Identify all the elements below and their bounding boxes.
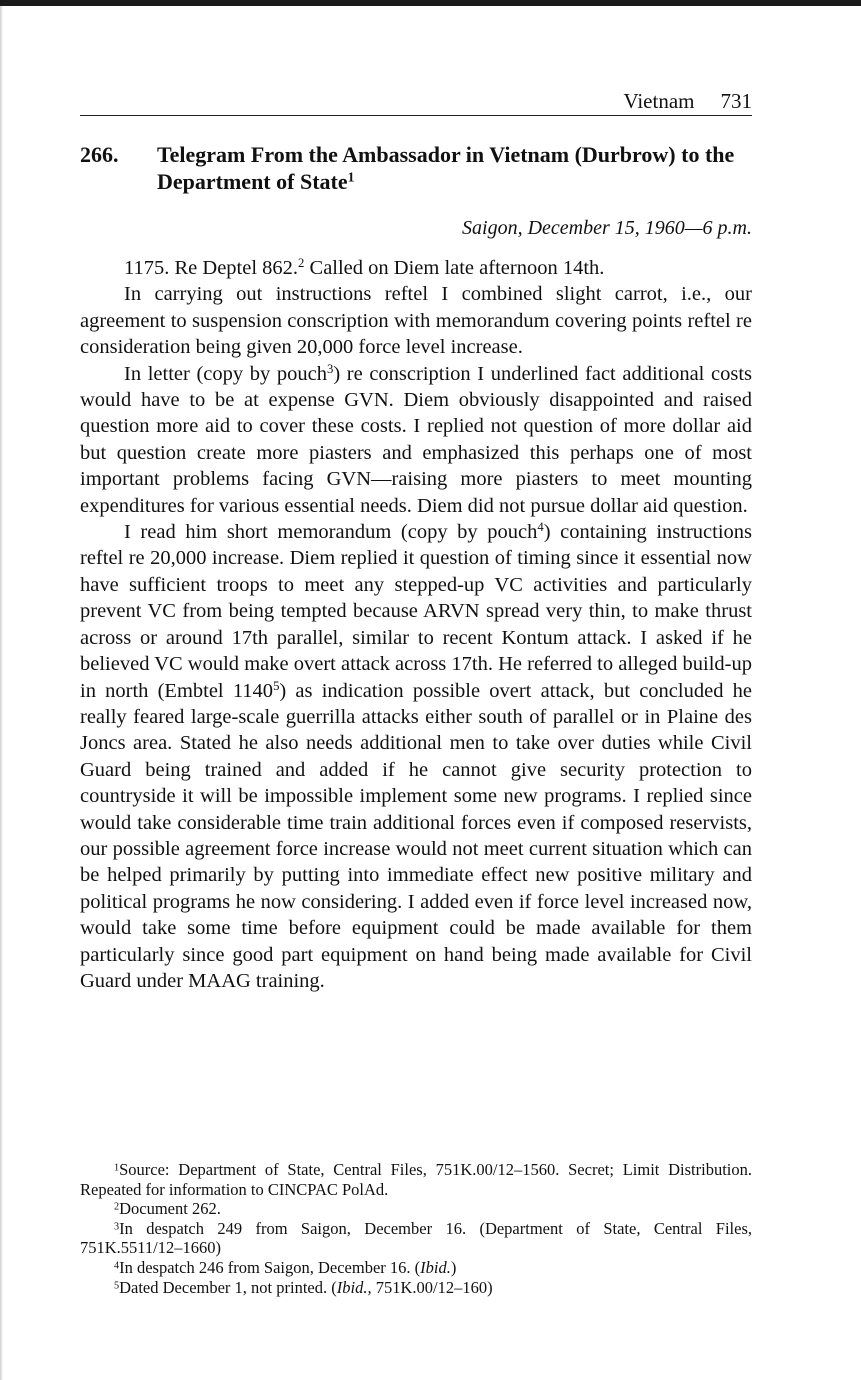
running-head-section: Vietnam xyxy=(623,89,695,113)
footnote-2-mark: 2 xyxy=(114,1201,120,1213)
title-footnote-ref[interactable]: 1 xyxy=(347,169,355,185)
footnotes xyxy=(80,1160,752,1297)
footnote-5-text-b: 751K.00/12–160) xyxy=(371,1277,493,1297)
paragraph-2: In carrying out instructions reftel I combined slight carrot, i.e., our agreement to suspension conscription with memorandum covering points reftel re consideration being given 20,000 force level increase. xyxy=(80,283,752,359)
footnote-5-mark: 5 xyxy=(114,1279,120,1291)
footnote-3-text: In despatch 249 from Saigon, December 16. (Department of State, Central Files, 751K.5511/12–1660) xyxy=(80,1218,752,1258)
paragraph-1 xyxy=(80,255,752,281)
paragraph-4 xyxy=(80,519,752,994)
footnote-2 xyxy=(80,1199,752,1219)
telegram-body xyxy=(80,255,752,994)
footnote-5 xyxy=(80,1278,752,1298)
document-title-text: Telegram From the Ambassador in Vietnam (Durbrow) to the Department of State xyxy=(157,142,735,194)
footnote-ref-2[interactable]: 2 xyxy=(298,256,305,271)
page-number: 731 xyxy=(720,89,752,113)
document-title xyxy=(157,141,757,195)
paragraph-1-text-b: Called on Diem late afternoon 14th. xyxy=(304,257,605,279)
paragraph-1-text-a: 1175. Re Deptel 862. xyxy=(124,257,299,279)
running-head xyxy=(80,88,752,114)
footnote-1-text: Source: Department of State, Central Files, 751K.00/12–1560. Secret; Limit Distribution. Repeated for information to CINCPAC PolAd. xyxy=(80,1160,752,1199)
footnote-4 xyxy=(80,1258,752,1278)
footnote-4-text-a: In despatch 246 from Saigon, December 16. ( xyxy=(119,1257,421,1277)
footnote-ref-3[interactable]: 3 xyxy=(326,361,334,376)
footnote-1 xyxy=(80,1160,752,1199)
footnote-ref-4[interactable]: 4 xyxy=(537,520,544,535)
footnote-1-mark: 1 xyxy=(114,1162,120,1174)
paragraph-3-text-a: In letter (copy by pouch xyxy=(124,362,327,385)
footnote-ref-5[interactable]: 5 xyxy=(273,678,280,693)
footnote-4-ibid: Ibid. xyxy=(420,1257,451,1277)
document-number: 266. xyxy=(80,142,119,167)
footnote-3 xyxy=(80,1219,752,1258)
footnote-5-text-a: Dated December 1, not printed. ( xyxy=(119,1277,337,1297)
paragraph-3-text-b: ) re conscription I underlined fact additional costs would have to be at expense GVN. Diem obviously disappointed and raised question more aid to cover these costs. I replied not question of more dollar aid but question create more piasters and emphasized this perhaps one of most important problems facing GVN—raising more piasters to meet mounting expenditures for various essential needs. Diem did not pursue dollar aid question. xyxy=(80,362,752,517)
paragraph-4-text-b: ) containing instructions reftel re 20,000 increase. Diem replied it question of timing since it essential now have sufficient troops to meet any stepped-up VC activities and particularly prevent VC from being tempted because ARVN spread very thin, to make thrust across or around 17th parallel, similar to recent Kontum attack. I asked if he believed VC would make overt attack across 17th. He referred to alleged build-up in north (Embtel 1140 xyxy=(80,521,752,702)
paragraph-4-text-c: ) as indication possible overt attack, but concluded he really feared large-scale guerrilla attacks either south of parallel or in Plaine des Joncs area. Stated he also needs additional men to take over duties while Civil Guard being trained and added if he cannot give security protection to countryside it will be impossible implement some new programs. I replied since would take considerable time train additional forces even if composed reservists, our possible agreement force increase would not meet current situation which can be helped primarily by putting into immediate effect new positive military and political programs he now considering. I added even if force level increased now, would take some time before equipment could be made available for them particularly since good part equipment on hand being made available for Civil Guard under MAAG training. xyxy=(80,679,752,992)
footnote-4-mark: 4 xyxy=(114,1260,120,1272)
footnote-2-text: Document 262. xyxy=(119,1199,221,1219)
header-rule xyxy=(80,115,752,116)
paragraph-3 xyxy=(80,361,752,519)
page-edge-shadow xyxy=(0,6,3,1380)
footnote-4-text-b: ) xyxy=(450,1257,457,1277)
footnote-3-mark: 3 xyxy=(114,1221,120,1233)
page-top-border xyxy=(0,0,861,6)
dateline: Saigon, December 15, 1960—6 p.m. xyxy=(462,217,752,239)
footnote-5-ibid: Ibid., xyxy=(336,1277,372,1297)
paragraph-4-text-a: I read him short memorandum (copy by pouch xyxy=(124,521,538,544)
